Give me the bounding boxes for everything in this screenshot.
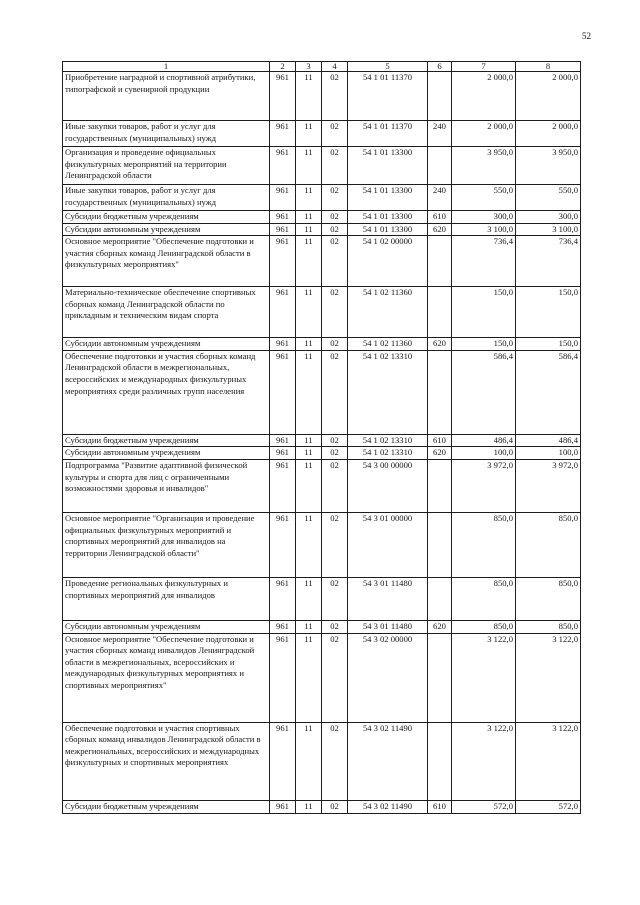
row-name: Иные закупки товаров, работ и услуг для государственных (муниципальных) нужд xyxy=(63,185,270,211)
amount-year-1: 150,0 xyxy=(452,338,516,351)
row-name: Субсидии бюджетным учреждениям xyxy=(63,434,270,447)
amount-year-2: 100,0 xyxy=(516,447,581,460)
admin-code: 961 xyxy=(270,800,296,813)
section-code: 11 xyxy=(296,633,322,722)
subsection-code: 02 xyxy=(322,434,348,447)
expense-type-code: 610 xyxy=(428,434,452,447)
amount-year-2: 850,0 xyxy=(516,577,581,620)
subsection-code: 02 xyxy=(322,211,348,224)
target-code: 54 3 01 00000 xyxy=(348,512,428,577)
admin-code: 961 xyxy=(270,72,296,121)
section-code: 11 xyxy=(296,211,322,224)
expense-type-code: 610 xyxy=(428,800,452,813)
admin-code: 961 xyxy=(270,577,296,620)
amount-year-1: 572,0 xyxy=(452,800,516,813)
column-header: 4 xyxy=(322,62,348,72)
row-name: Приобретение наградной и спортивной атрибутики, типографской и сувенирной продукции xyxy=(63,72,270,121)
admin-code: 961 xyxy=(270,223,296,236)
target-code: 54 3 02 11490 xyxy=(348,722,428,800)
target-code: 54 3 00 00000 xyxy=(348,459,428,512)
row-name: Обеспечение подготовки и участия сборных команд Ленинградской области в межрегиональных, всероссийских и международных физкультурных мероприятиях среди различных групп населения xyxy=(63,350,270,434)
expense-type-code xyxy=(428,72,452,121)
section-code: 11 xyxy=(296,338,322,351)
table-row xyxy=(63,287,581,338)
table-row xyxy=(63,72,581,121)
admin-code: 961 xyxy=(270,447,296,460)
amount-year-2: 736,4 xyxy=(516,236,581,287)
target-code: 54 1 01 13300 xyxy=(348,147,428,185)
column-header: 8 xyxy=(516,62,581,72)
expense-type-code: 620 xyxy=(428,447,452,460)
table-row xyxy=(63,211,581,224)
expense-type-code xyxy=(428,722,452,800)
expense-type-code: 240 xyxy=(428,121,452,147)
admin-code: 961 xyxy=(270,434,296,447)
subsection-code: 02 xyxy=(322,287,348,338)
table-row xyxy=(63,121,581,147)
amount-year-1: 850,0 xyxy=(452,620,516,633)
amount-year-1: 2 000,0 xyxy=(452,121,516,147)
expense-type-code: 620 xyxy=(428,620,452,633)
target-code: 54 1 01 11370 xyxy=(348,72,428,121)
row-name: Основное мероприятие "Организация и проведение официальных физкультурных мероприятий и спортивных мероприятий для инвалидов на территории Ленинградской области" xyxy=(63,512,270,577)
target-code: 54 3 01 11480 xyxy=(348,620,428,633)
section-code: 11 xyxy=(296,447,322,460)
row-name: Субсидии автономным учреждениям xyxy=(63,223,270,236)
section-code: 11 xyxy=(296,577,322,620)
column-header: 6 xyxy=(428,62,452,72)
section-code: 11 xyxy=(296,800,322,813)
expense-type-code xyxy=(428,633,452,722)
amount-year-1: 300,0 xyxy=(452,211,516,224)
row-name: Материально-техническое обеспечение спортивных сборных команд Ленинградской области по прикладным и техническим видам спорта xyxy=(63,287,270,338)
page-number: 52 xyxy=(582,31,591,41)
table-row xyxy=(63,434,581,447)
amount-year-1: 3 100,0 xyxy=(452,223,516,236)
amount-year-1: 3 122,0 xyxy=(452,722,516,800)
amount-year-2: 3 122,0 xyxy=(516,722,581,800)
admin-code: 961 xyxy=(270,633,296,722)
budget-table xyxy=(62,61,581,814)
amount-year-2: 300,0 xyxy=(516,211,581,224)
subsection-code: 02 xyxy=(322,577,348,620)
table-row xyxy=(63,620,581,633)
amount-year-1: 586,4 xyxy=(452,350,516,434)
table-row xyxy=(63,223,581,236)
subsection-code: 02 xyxy=(322,121,348,147)
table-row xyxy=(63,350,581,434)
amount-year-2: 586,4 xyxy=(516,350,581,434)
subsection-code: 02 xyxy=(322,800,348,813)
target-code: 54 3 01 11480 xyxy=(348,577,428,620)
table-row xyxy=(63,512,581,577)
amount-year-2: 486,4 xyxy=(516,434,581,447)
amount-year-2: 2 000,0 xyxy=(516,72,581,121)
row-name: Обеспечение подготовки и участия спортивных сборных команд инвалидов Ленинградской области в межрегиональных, всероссийских и международных физкультурных и спортивных мероприятиях xyxy=(63,722,270,800)
admin-code: 961 xyxy=(270,185,296,211)
target-code: 54 1 02 13310 xyxy=(348,447,428,460)
subsection-code: 02 xyxy=(322,633,348,722)
amount-year-1: 3 972,0 xyxy=(452,459,516,512)
amount-year-2: 850,0 xyxy=(516,512,581,577)
table-row xyxy=(63,338,581,351)
target-code: 54 1 02 11360 xyxy=(348,338,428,351)
expense-type-code xyxy=(428,147,452,185)
amount-year-1: 550,0 xyxy=(452,185,516,211)
admin-code: 961 xyxy=(270,236,296,287)
amount-year-1: 486,4 xyxy=(452,434,516,447)
expense-type-code xyxy=(428,236,452,287)
row-name: Субсидии автономным учреждениям xyxy=(63,620,270,633)
table-row xyxy=(63,577,581,620)
section-code: 11 xyxy=(296,459,322,512)
admin-code: 961 xyxy=(270,512,296,577)
amount-year-2: 3 122,0 xyxy=(516,633,581,722)
subsection-code: 02 xyxy=(322,350,348,434)
subsection-code: 02 xyxy=(322,223,348,236)
section-code: 11 xyxy=(296,121,322,147)
row-name: Основное мероприятие "Обеспечение подготовки и участия сборных команд инвалидов Ленинградской области в межрегиональных, всероссийских и международных физкультурных мероприятиях и спортивных мероприятиях" xyxy=(63,633,270,722)
admin-code: 961 xyxy=(270,459,296,512)
target-code: 54 1 01 13300 xyxy=(348,223,428,236)
table-row xyxy=(63,236,581,287)
admin-code: 961 xyxy=(270,620,296,633)
amount-year-1: 3 950,0 xyxy=(452,147,516,185)
subsection-code: 02 xyxy=(322,459,348,512)
row-name: Субсидии бюджетным учреждениям xyxy=(63,211,270,224)
amount-year-2: 150,0 xyxy=(516,287,581,338)
target-code: 54 1 02 00000 xyxy=(348,236,428,287)
subsection-code: 02 xyxy=(322,72,348,121)
row-name: Организация и проведение официальных физкультурных мероприятий на территории Ленинградской области xyxy=(63,147,270,185)
admin-code: 961 xyxy=(270,287,296,338)
amount-year-2: 3 950,0 xyxy=(516,147,581,185)
amount-year-1: 850,0 xyxy=(452,512,516,577)
section-code: 11 xyxy=(296,147,322,185)
expense-type-code xyxy=(428,577,452,620)
amount-year-2: 2 000,0 xyxy=(516,121,581,147)
amount-year-1: 2 000,0 xyxy=(452,72,516,121)
subsection-code: 02 xyxy=(322,722,348,800)
expense-type-code xyxy=(428,350,452,434)
target-code: 54 1 01 13300 xyxy=(348,185,428,211)
admin-code: 961 xyxy=(270,121,296,147)
row-name: Проведение региональных физкультурных и спортивных мероприятий для инвалидов xyxy=(63,577,270,620)
column-header: 5 xyxy=(348,62,428,72)
section-code: 11 xyxy=(296,236,322,287)
column-header: 1 xyxy=(63,62,270,72)
column-header: 2 xyxy=(270,62,296,72)
subsection-code: 02 xyxy=(322,338,348,351)
row-name: Основное мероприятие "Обеспечение подготовки и участия сборных команд Ленинградской области в физкультурных мероприятиях" xyxy=(63,236,270,287)
table-row xyxy=(63,800,581,813)
target-code: 54 3 02 00000 xyxy=(348,633,428,722)
admin-code: 961 xyxy=(270,722,296,800)
row-name: Подпрограмма "Развитие адаптивной физической культуры и спорта для лиц с ограниченными возможностями здоровья и инвалидов" xyxy=(63,459,270,512)
subsection-code: 02 xyxy=(322,147,348,185)
expense-type-code: 240 xyxy=(428,185,452,211)
table-row xyxy=(63,147,581,185)
subsection-code: 02 xyxy=(322,620,348,633)
subsection-code: 02 xyxy=(322,447,348,460)
amount-year-2: 3 100,0 xyxy=(516,223,581,236)
table-row xyxy=(63,459,581,512)
section-code: 11 xyxy=(296,350,322,434)
amount-year-1: 3 122,0 xyxy=(452,633,516,722)
column-header: 3 xyxy=(296,62,322,72)
subsection-code: 02 xyxy=(322,236,348,287)
expense-type-code: 620 xyxy=(428,338,452,351)
target-code: 54 1 01 11370 xyxy=(348,121,428,147)
target-code: 54 1 02 13310 xyxy=(348,434,428,447)
amount-year-2: 850,0 xyxy=(516,620,581,633)
target-code: 54 3 02 11490 xyxy=(348,800,428,813)
amount-year-2: 150,0 xyxy=(516,338,581,351)
section-code: 11 xyxy=(296,620,322,633)
row-name: Субсидии бюджетным учреждениям xyxy=(63,800,270,813)
table-row xyxy=(63,447,581,460)
admin-code: 961 xyxy=(270,211,296,224)
admin-code: 961 xyxy=(270,338,296,351)
amount-year-2: 3 972,0 xyxy=(516,459,581,512)
amount-year-2: 572,0 xyxy=(516,800,581,813)
table-header-row xyxy=(63,62,581,72)
table-row xyxy=(63,185,581,211)
amount-year-1: 850,0 xyxy=(452,577,516,620)
expense-type-code xyxy=(428,512,452,577)
column-header: 7 xyxy=(452,62,516,72)
row-name: Субсидии автономным учреждениям xyxy=(63,338,270,351)
target-code: 54 1 02 11360 xyxy=(348,287,428,338)
expense-type-code: 620 xyxy=(428,223,452,236)
section-code: 11 xyxy=(296,287,322,338)
section-code: 11 xyxy=(296,434,322,447)
row-name: Иные закупки товаров, работ и услуг для государственных (муниципальных) нужд xyxy=(63,121,270,147)
amount-year-1: 150,0 xyxy=(452,287,516,338)
row-name: Субсидии автономным учреждениям xyxy=(63,447,270,460)
section-code: 11 xyxy=(296,512,322,577)
admin-code: 961 xyxy=(270,147,296,185)
target-code: 54 1 02 13310 xyxy=(348,350,428,434)
expense-type-code xyxy=(428,287,452,338)
section-code: 11 xyxy=(296,185,322,211)
expense-type-code xyxy=(428,459,452,512)
section-code: 11 xyxy=(296,223,322,236)
subsection-code: 02 xyxy=(322,185,348,211)
section-code: 11 xyxy=(296,72,322,121)
amount-year-2: 550,0 xyxy=(516,185,581,211)
amount-year-1: 736,4 xyxy=(452,236,516,287)
subsection-code: 02 xyxy=(322,512,348,577)
section-code: 11 xyxy=(296,722,322,800)
expense-type-code: 610 xyxy=(428,211,452,224)
amount-year-1: 100,0 xyxy=(452,447,516,460)
table-row xyxy=(63,633,581,722)
admin-code: 961 xyxy=(270,350,296,434)
target-code: 54 1 01 13300 xyxy=(348,211,428,224)
table-row xyxy=(63,722,581,800)
